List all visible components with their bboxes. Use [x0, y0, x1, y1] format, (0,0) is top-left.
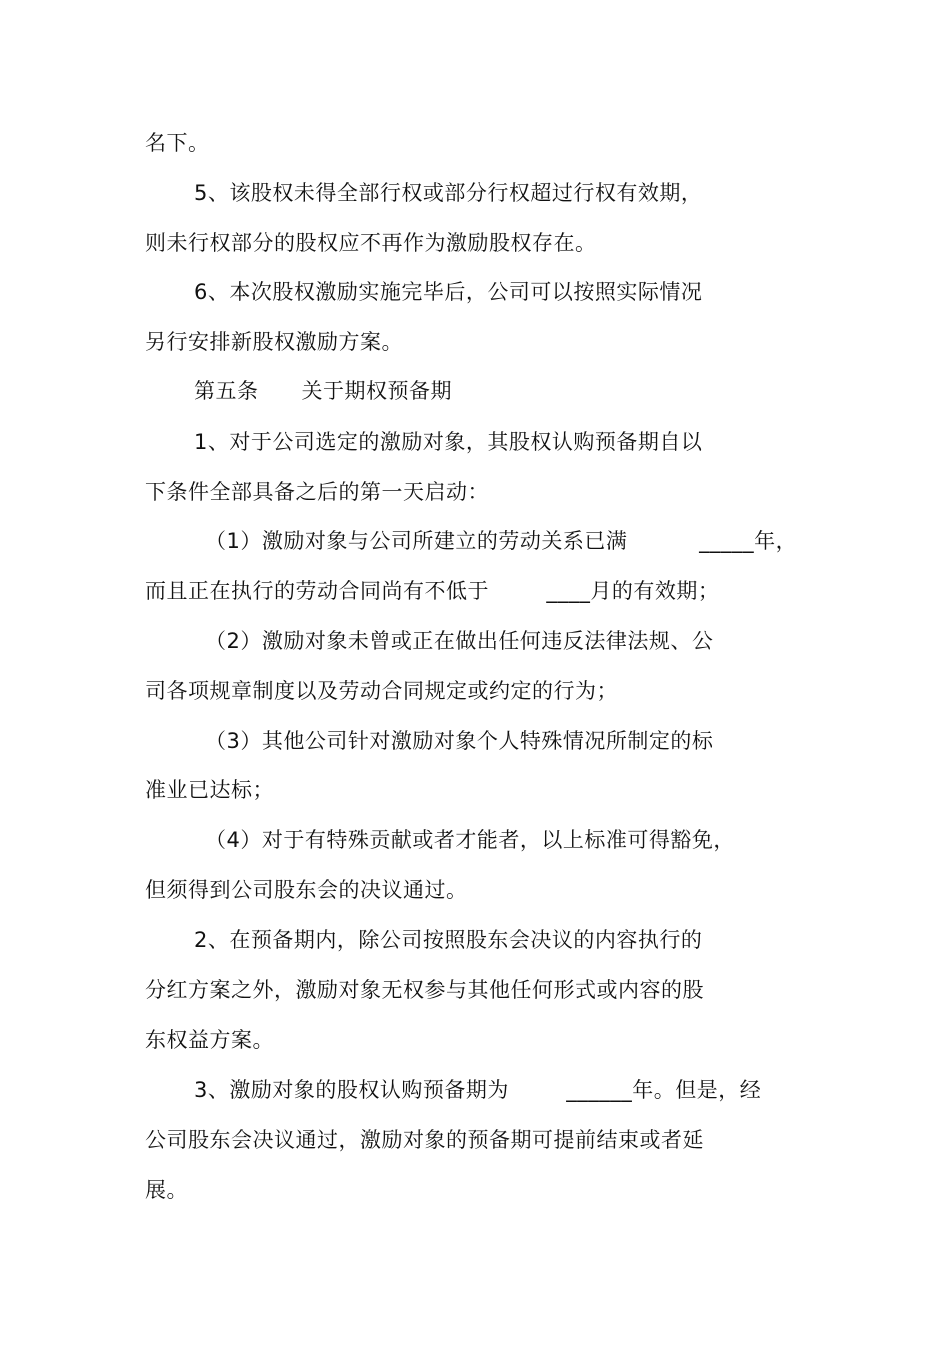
- text-line: 东权益方案。: [145, 1028, 274, 1052]
- text-line: （3）其他公司针对激励对象个人特殊情况所制定的标: [205, 729, 714, 753]
- text-line: 5、该股权未得全部行权或部分行权超过行权有效期，: [194, 181, 703, 205]
- text-line: 司各项规章制度以及劳动合同规定或约定的行为；: [145, 679, 618, 703]
- text-line: （2）激励对象未曾或正在做出任何违反法律法规、公: [205, 629, 714, 653]
- text-line: 3、激励对象的股权认购预备期为 ______年。但是，经: [194, 1078, 762, 1102]
- text-line: 名下。: [145, 131, 210, 155]
- text-line: 则未行权部分的股权应不再作为激励股权存在。: [145, 231, 597, 255]
- text-line: 下条件全部具备之后的第一天启动：: [145, 480, 489, 504]
- text-line: 分红方案之外，激励对象无权参与其他任何形式或内容的股: [145, 978, 704, 1002]
- text-line: （1）激励对象与公司所建立的劳动关系已满 _____年，: [205, 529, 798, 553]
- section-heading: 第五条 关于期权预备期: [194, 379, 453, 403]
- text-line: 展。: [145, 1178, 188, 1202]
- text-line: 6、本次股权激励实施完毕后，公司可以按照实际情况: [194, 280, 703, 304]
- text-line: 2、在预备期内，除公司按照股东会决议的内容执行的: [194, 928, 703, 952]
- text-line: 准业已达标；: [145, 778, 274, 802]
- text-line: 公司股东会决议通过，激励对象的预备期可提前结束或者延: [145, 1128, 704, 1152]
- text-line: 而且正在执行的劳动合同尚有不低于 ____月的有效期；: [145, 579, 720, 603]
- text-line: 另行安排新股权激励方案。: [145, 330, 403, 354]
- text-line: 但须得到公司股东会的决议通过。: [145, 878, 468, 902]
- text-line: （4）对于有特殊贡献或者才能者，以上标准可得豁免，: [205, 828, 735, 852]
- text-line: 1、对于公司选定的激励对象，其股权认购预备期自以: [194, 430, 703, 454]
